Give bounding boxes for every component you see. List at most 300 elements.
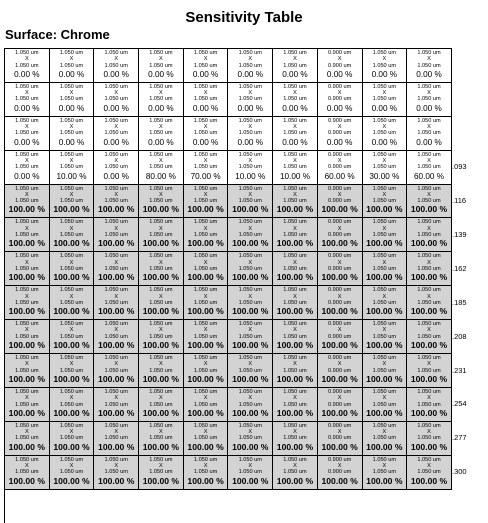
table-cell: [139, 117, 184, 151]
table-cell: [94, 456, 139, 490]
cell-percentage: 10.00 %: [279, 171, 310, 181]
table-cell: [94, 117, 139, 151]
table-cell: [50, 252, 95, 286]
table-cell: [94, 49, 139, 83]
cell-percentage: 0.00 %: [14, 103, 40, 113]
cell-dimension-line2: X: [248, 225, 253, 232]
table-cell: [50, 83, 95, 117]
cell-dimension-line2: X: [69, 327, 74, 334]
cell-dimension-line3: 1.050 um: [372, 435, 396, 442]
cell-percentage: 0.00 %: [148, 103, 174, 113]
cell-dimension-line3: 1.050 um: [59, 130, 84, 137]
table-cell: [363, 218, 408, 252]
cell-percentage: 100.00 %: [8, 475, 45, 486]
surface-subtitle: Surface: Chrome: [5, 27, 110, 42]
cell-dimension-line1: 1.050 um: [193, 355, 218, 362]
cell-percentage: 100.00 %: [276, 441, 314, 452]
cell-dimension-line3: 1.050 um: [283, 198, 307, 205]
cell-dimension-line1: 0.900 um: [327, 185, 352, 192]
row-label: .093: [452, 162, 467, 172]
cell-percentage: 100.00 %: [366, 373, 403, 384]
cell-dimension-line1: 1.050 um: [59, 253, 84, 260]
table-cell: [139, 286, 184, 320]
cell-dimension-line3: 1.050 um: [238, 265, 262, 272]
cell-percentage: 100.00 %: [321, 475, 358, 486]
cell-dimension-line2: X: [114, 90, 119, 97]
cell-dimension-line2: X: [382, 225, 387, 232]
cell-dimension-line1: 1.050 um: [15, 456, 39, 463]
cell-dimension-line3: 1.050 um: [59, 62, 84, 69]
cell-dimension-line1: 1.050 um: [193, 388, 218, 395]
cell-dimension-line3: 1.050 um: [238, 198, 262, 205]
cell-dimension-line2: X: [427, 157, 431, 164]
cell-dimension-line2: X: [203, 225, 208, 232]
table-cell: [184, 456, 229, 490]
cell-dimension-line3: 1.050 um: [417, 164, 441, 171]
cell-dimension-line3: 1.050 um: [149, 62, 173, 69]
cell-dimension-line3: 1.050 um: [104, 265, 128, 272]
table-cell: [318, 388, 363, 422]
cell-dimension-line2: X: [248, 429, 253, 436]
cell-dimension-line3: 1.050 um: [193, 435, 218, 442]
cell-dimension-line3: 1.050 um: [372, 299, 396, 306]
cell-dimension-line1: 1.050 um: [238, 287, 262, 294]
cell-dimension-line2: X: [248, 259, 253, 266]
cell-dimension-line1: 1.050 um: [59, 422, 84, 429]
cell-percentage: 0.00 %: [237, 137, 264, 147]
cell-dimension-line3: 1.050 um: [15, 96, 39, 103]
cell-percentage: 0.00 %: [58, 69, 85, 79]
table-cell: [5, 218, 50, 252]
cell-dimension-line2: X: [114, 191, 119, 198]
cell-dimension-line3: 1.050 um: [104, 401, 128, 408]
cell-dimension-line1: 1.050 um: [193, 219, 218, 226]
table-cell: [5, 354, 50, 388]
cell-dimension-line1: 1.050 um: [238, 422, 262, 429]
cell-dimension-line1: 1.050 um: [149, 219, 173, 226]
cell-dimension-line1: 1.050 um: [193, 456, 218, 463]
cell-dimension-line2: X: [24, 56, 29, 63]
cell-dimension-line1: 1.050 um: [59, 83, 84, 90]
cell-percentage: 100.00 %: [276, 475, 314, 486]
table-cell: [94, 185, 139, 219]
table-cell: [139, 354, 184, 388]
cell-dimension-line3: 1.050 um: [104, 299, 128, 306]
cell-dimension-line1: 1.050 um: [15, 253, 39, 260]
table-cell: [50, 422, 95, 456]
cell-dimension-line3: 1.050 um: [149, 265, 173, 272]
cell-percentage: 70.00 %: [190, 171, 221, 181]
cell-percentage: 100.00 %: [98, 340, 135, 351]
cell-percentage: 100.00 %: [232, 272, 269, 283]
cell-dimension-line3: 1.050 um: [104, 232, 128, 239]
cell-percentage: 100.00 %: [53, 306, 90, 317]
cell-dimension-line1: 1.050 um: [104, 219, 128, 226]
cell-dimension-line3: 1.050 um: [238, 164, 262, 171]
cell-percentage: 100.00 %: [276, 306, 314, 317]
cell-dimension-line3: 0.900 um: [327, 130, 352, 137]
cell-dimension-line2: X: [114, 395, 119, 402]
cell-dimension-line1: 1.050 um: [193, 50, 218, 56]
cell-dimension-line1: 1.050 um: [59, 219, 84, 226]
table-cell: [363, 354, 408, 388]
cell-dimension-line3: 1.050 um: [372, 367, 396, 374]
row-label: .139: [452, 229, 467, 239]
cell-dimension-line1: 1.050 um: [59, 117, 84, 124]
cell-dimension-line3: 1.050 um: [417, 232, 441, 239]
cell-percentage: 0.00 %: [416, 69, 442, 79]
table-cell: [228, 252, 273, 286]
cell-dimension-line3: 1.050 um: [104, 164, 128, 171]
table-cell: [184, 388, 229, 422]
table-cell: [228, 320, 273, 354]
cell-dimension-line1: 1.050 um: [417, 185, 441, 192]
cell-percentage: 0.00 %: [103, 69, 129, 79]
cell-percentage: 100.00 %: [187, 373, 224, 384]
cell-dimension-line3: 1.050 um: [283, 469, 307, 476]
cell-percentage: 0.00 %: [14, 137, 40, 147]
table-cell: [184, 151, 229, 185]
cell-dimension-line1: 0.900 um: [327, 456, 352, 463]
cell-percentage: 100.00 %: [98, 373, 135, 384]
cell-dimension-line3: 1.050 um: [193, 62, 218, 69]
cell-dimension-line3: 1.050 um: [238, 469, 262, 476]
cell-percentage: 100.00 %: [321, 204, 358, 215]
cell-dimension-line2: X: [248, 462, 253, 469]
cell-percentage: 100.00 %: [142, 306, 180, 317]
cell-dimension-line2: X: [382, 395, 387, 402]
cell-dimension-line1: 1.050 um: [283, 185, 307, 192]
table-cell: [139, 49, 184, 83]
cell-percentage: 100.00 %: [410, 204, 448, 215]
cell-dimension-line3: 1.050 um: [15, 198, 39, 205]
table-cell: [184, 185, 229, 219]
cell-dimension-line2: X: [24, 361, 29, 368]
cell-percentage: 100.00 %: [232, 340, 269, 351]
cell-percentage: 10.00 %: [56, 171, 87, 181]
cell-dimension-line1: 1.050 um: [149, 50, 173, 56]
cell-dimension-line2: X: [203, 429, 208, 436]
cell-percentage: 0.00 %: [103, 137, 129, 147]
cell-dimension-line1: 1.050 um: [104, 355, 128, 362]
cell-dimension-line3: 1.050 um: [59, 333, 84, 340]
cell-percentage: 100.00 %: [321, 238, 358, 249]
cell-dimension-line2: X: [337, 429, 342, 436]
cell-dimension-line2: X: [427, 191, 431, 198]
cell-dimension-line1: 1.050 um: [104, 50, 128, 56]
cell-dimension-line3: 1.050 um: [59, 469, 84, 476]
cell-dimension-line2: X: [382, 90, 387, 97]
table-cell: [50, 49, 95, 83]
cell-dimension-line3: 1.050 um: [59, 299, 84, 306]
row-label: .277: [452, 433, 467, 443]
cell-dimension-line2: X: [159, 90, 163, 97]
cell-percentage: 100.00 %: [142, 204, 180, 215]
cell-dimension-line2: X: [69, 191, 74, 198]
cell-dimension-line3: 1.050 um: [149, 164, 173, 171]
cell-dimension-line3: 1.050 um: [417, 299, 441, 306]
cell-dimension-line2: X: [382, 293, 387, 300]
table-cell: [228, 117, 273, 151]
cell-dimension-line1: 1.050 um: [417, 456, 441, 463]
cell-dimension-line2: X: [159, 293, 163, 300]
cell-dimension-line1: 1.050 um: [417, 422, 441, 429]
cell-dimension-line2: X: [337, 225, 342, 232]
cell-dimension-line2: X: [293, 395, 297, 402]
cell-dimension-line2: X: [203, 259, 208, 266]
cell-dimension-line3: 1.050 um: [372, 198, 396, 205]
table-cell: [407, 320, 452, 354]
table-cell: [139, 252, 184, 286]
cell-dimension-line2: X: [382, 56, 387, 63]
cell-percentage: 100.00 %: [276, 373, 314, 384]
cell-dimension-line1: 1.050 um: [238, 219, 262, 226]
cell-dimension-line3: 1.050 um: [104, 198, 128, 205]
cell-dimension-line1: 1.050 um: [149, 253, 173, 260]
table-cell: [407, 422, 452, 456]
cell-dimension-line2: X: [337, 395, 342, 402]
cell-dimension-line2: X: [427, 225, 431, 232]
cell-dimension-line3: 1.050 um: [417, 435, 441, 442]
table-cell: [273, 185, 318, 219]
cell-dimension-line3: 1.050 um: [15, 333, 39, 340]
cell-dimension-line1: 0.900 um: [327, 355, 352, 362]
cell-dimension-line1: 1.050 um: [15, 388, 39, 395]
cell-dimension-line3: 0.900 um: [327, 164, 352, 171]
cell-dimension-line2: X: [293, 293, 297, 300]
cell-percentage: 0.00 %: [326, 137, 353, 147]
cell-dimension-line1: 1.050 um: [283, 287, 307, 294]
cell-dimension-line2: X: [427, 293, 431, 300]
cell-dimension-line1: 1.050 um: [372, 83, 396, 90]
cell-dimension-line1: 1.050 um: [372, 151, 396, 158]
cell-percentage: 100.00 %: [410, 272, 448, 283]
cell-dimension-line3: 1.050 um: [15, 164, 39, 171]
cell-dimension-line3: 1.050 um: [283, 164, 307, 171]
cell-dimension-line2: X: [248, 395, 253, 402]
table-cell: [5, 83, 50, 117]
cell-percentage: 100.00 %: [410, 373, 448, 384]
cell-dimension-line2: X: [248, 124, 253, 131]
cell-dimension-line2: X: [69, 361, 74, 368]
table-cell: [363, 422, 408, 456]
cell-dimension-line3: 1.050 um: [283, 367, 307, 374]
cell-percentage: 100.00 %: [410, 306, 448, 317]
cell-dimension-line1: 0.900 um: [327, 117, 352, 124]
table-cell: [407, 117, 452, 151]
cell-percentage: 0.00 %: [148, 69, 174, 79]
cell-dimension-line1: 1.050 um: [372, 219, 396, 226]
table-cell: [228, 49, 273, 83]
cell-dimension-line2: X: [114, 327, 119, 334]
cell-dimension-line3: 1.050 um: [283, 265, 307, 272]
row-label: .116: [452, 196, 467, 206]
table-cell: [139, 388, 184, 422]
cell-dimension-line2: X: [337, 124, 342, 131]
table-cell: [407, 218, 452, 252]
cell-percentage: 100.00 %: [321, 407, 358, 418]
cell-dimension-line1: 1.050 um: [283, 422, 307, 429]
cell-dimension-line2: X: [427, 259, 431, 266]
cell-percentage: 100.00 %: [8, 272, 45, 283]
cell-percentage: 100.00 %: [232, 475, 269, 486]
cell-percentage: 0.00 %: [326, 69, 353, 79]
table-cell: [318, 422, 363, 456]
cell-dimension-line2: X: [427, 361, 431, 368]
cell-percentage: 100.00 %: [232, 238, 269, 249]
cell-percentage: 100.00 %: [187, 238, 224, 249]
cell-percentage: 100.00 %: [187, 306, 224, 317]
cell-percentage: 100.00 %: [98, 204, 135, 215]
cell-dimension-line2: X: [159, 462, 163, 469]
cell-percentage: 100.00 %: [321, 272, 358, 283]
table-cell: [363, 252, 408, 286]
cell-dimension-line1: 1.050 um: [238, 388, 262, 395]
cell-dimension-line1: 1.050 um: [193, 253, 218, 260]
cell-percentage: 100.00 %: [8, 204, 45, 215]
table-cell: [139, 422, 184, 456]
cell-dimension-line2: X: [382, 259, 387, 266]
cell-dimension-line2: X: [114, 56, 119, 63]
cell-dimension-line1: 1.050 um: [15, 83, 39, 90]
cell-dimension-line3: 1.050 um: [283, 435, 307, 442]
cell-percentage: 0.00 %: [282, 137, 308, 147]
cell-dimension-line2: X: [427, 429, 431, 436]
cell-percentage: 100.00 %: [8, 238, 45, 249]
cell-dimension-line1: 0.900 um: [327, 151, 352, 158]
table-cell: [94, 218, 139, 252]
cell-percentage: 100.00 %: [98, 306, 135, 317]
cell-dimension-line1: 1.050 um: [193, 422, 218, 429]
table-cell: [50, 456, 95, 490]
cell-percentage: 100.00 %: [366, 441, 403, 452]
cell-dimension-line1: 1.050 um: [193, 83, 218, 90]
cell-dimension-line1: 1.050 um: [59, 321, 84, 328]
row-label: .208: [452, 331, 467, 341]
cell-dimension-line3: 1.050 um: [417, 367, 441, 374]
table-cell: [50, 388, 95, 422]
cell-dimension-line1: 1.050 um: [283, 117, 307, 124]
cell-percentage: 0.00 %: [371, 103, 398, 113]
cell-dimension-line1: 1.050 um: [59, 185, 84, 192]
cell-dimension-line1: 1.050 um: [372, 185, 396, 192]
table-cell: [228, 388, 273, 422]
table-cell: [407, 286, 452, 320]
cell-percentage: 100.00 %: [98, 238, 135, 249]
cell-percentage: 100.00 %: [410, 441, 448, 452]
cell-percentage: 100.00 %: [321, 373, 358, 384]
cell-percentage: 100.00 %: [410, 475, 448, 486]
cell-percentage: 100.00 %: [187, 340, 224, 351]
cell-dimension-line1: 1.050 um: [15, 422, 39, 429]
table-cell: [5, 117, 50, 151]
table-cell: [363, 83, 408, 117]
cell-dimension-line2: X: [159, 327, 163, 334]
cell-dimension-line1: 1.050 um: [59, 50, 84, 56]
cell-dimension-line2: X: [24, 293, 29, 300]
cell-percentage: 0.00 %: [237, 69, 264, 79]
cell-dimension-line2: X: [382, 462, 387, 469]
cell-percentage: 100.00 %: [142, 272, 180, 283]
cell-dimension-line2: X: [159, 361, 163, 368]
table-cell: [184, 117, 229, 151]
cell-dimension-line3: 1.050 um: [193, 469, 218, 476]
cell-percentage: 0.00 %: [237, 103, 264, 113]
table-cell: [273, 83, 318, 117]
cell-dimension-line1: 1.050 um: [59, 388, 84, 395]
cell-percentage: 0.00 %: [192, 103, 219, 113]
table-cell: [273, 252, 318, 286]
cell-dimension-line2: X: [382, 191, 387, 198]
cell-dimension-line1: 1.050 um: [104, 287, 128, 294]
table-cell: [407, 354, 452, 388]
cell-dimension-line2: X: [114, 429, 119, 436]
cell-dimension-line1: 0.900 um: [327, 388, 352, 395]
cell-dimension-line3: 1.050 um: [283, 333, 307, 340]
cell-dimension-line1: 1.050 um: [238, 83, 262, 90]
cell-percentage: 100.00 %: [98, 407, 135, 418]
cell-dimension-line3: 1.050 um: [149, 130, 173, 137]
cell-dimension-line3: 1.050 um: [193, 299, 218, 306]
cell-percentage: 100.00 %: [232, 407, 269, 418]
table-cell: [228, 456, 273, 490]
cell-dimension-line3: 1.050 um: [15, 469, 39, 476]
cell-percentage: 100.00 %: [8, 306, 45, 317]
cell-dimension-line1: 0.900 um: [327, 422, 352, 429]
cell-dimension-line3: 1.050 um: [149, 435, 173, 442]
cell-dimension-line3: 1.050 um: [15, 232, 39, 239]
cell-percentage: 100.00 %: [142, 373, 180, 384]
cell-dimension-line3: 1.050 um: [104, 96, 128, 103]
table-cell: [318, 456, 363, 490]
cell-percentage: 100.00 %: [276, 272, 314, 283]
cell-dimension-line3: 1.050 um: [417, 130, 441, 137]
cell-dimension-line2: X: [159, 124, 163, 131]
cell-dimension-line3: 1.050 um: [15, 299, 39, 306]
cell-percentage: 100.00 %: [232, 204, 269, 215]
cell-dimension-line3: 1.050 um: [372, 164, 396, 171]
cell-dimension-line1: 1.050 um: [372, 355, 396, 362]
cell-dimension-line3: 1.050 um: [238, 62, 262, 69]
cell-dimension-line2: X: [114, 462, 119, 469]
cell-dimension-line3: 1.050 um: [193, 96, 218, 103]
cell-dimension-line3: 1.050 um: [59, 198, 84, 205]
cell-percentage: 0.00 %: [103, 171, 129, 181]
cell-dimension-line2: X: [159, 395, 163, 402]
cell-dimension-line2: X: [69, 293, 74, 300]
cell-dimension-line1: 1.050 um: [59, 151, 84, 158]
cell-dimension-line3: 1.050 um: [149, 367, 173, 374]
table-cell: [363, 388, 408, 422]
cell-dimension-line2: X: [203, 157, 208, 164]
cell-dimension-line2: X: [203, 293, 208, 300]
cell-dimension-line2: X: [337, 259, 342, 266]
cell-dimension-line2: X: [248, 327, 253, 334]
cell-dimension-line1: 1.050 um: [149, 117, 173, 124]
cell-dimension-line2: X: [69, 124, 74, 131]
cell-dimension-line3: 1.050 um: [149, 401, 173, 408]
table-cell: [407, 388, 452, 422]
table-cell: [318, 49, 363, 83]
cell-dimension-line2: X: [114, 225, 119, 232]
table-cell: [407, 185, 452, 219]
cell-dimension-line3: 1.050 um: [238, 333, 262, 340]
cell-percentage: 100.00 %: [142, 475, 180, 486]
cell-dimension-line1: 1.050 um: [238, 456, 262, 463]
cell-dimension-line1: 1.050 um: [417, 151, 441, 158]
cell-dimension-line1: 1.050 um: [15, 287, 39, 294]
cell-percentage: 100.00 %: [53, 238, 90, 249]
